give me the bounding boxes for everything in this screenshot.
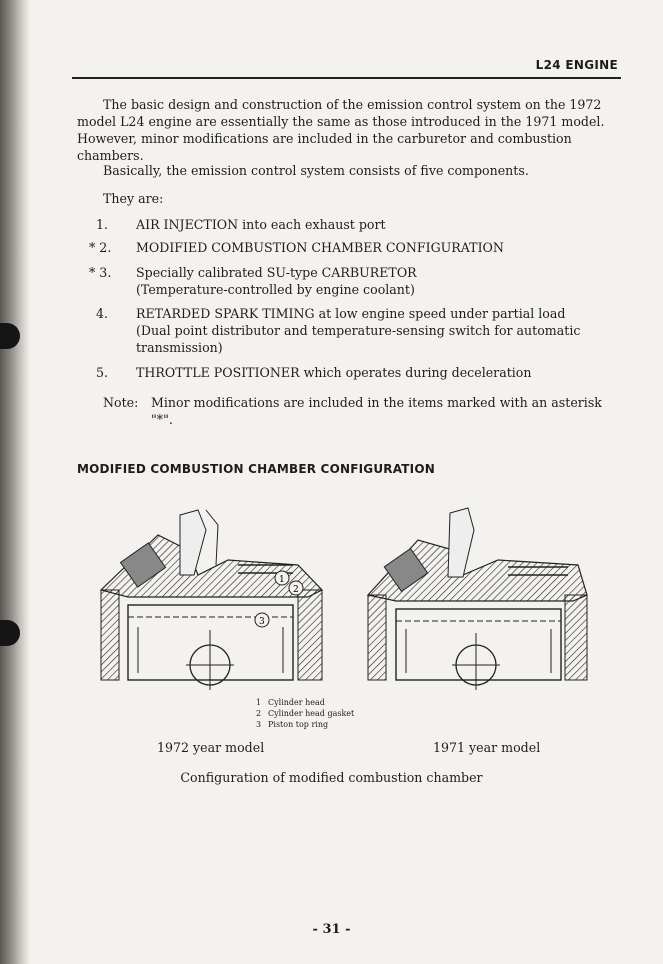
item-line: MODIFIED COMBUSTION CHAMBER CONFIGURATION — [136, 240, 504, 255]
section-heading: MODIFIED COMBUSTION CHAMBER CONFIGURATION — [77, 462, 435, 476]
combustion-chamber-diagram — [98, 505, 618, 725]
component-item-1 — [96, 216, 616, 233]
item-marker: 1. — [96, 217, 109, 232]
they-are-label: They are: — [103, 191, 164, 206]
engine-section-1971 — [368, 508, 587, 690]
intro-paragraph-2: Basically, the emission control system consists of five components. — [103, 163, 529, 178]
item-marker: 5. — [96, 365, 109, 380]
intro-paragraph-1: The basic design and construction of the emission control system on the 1972 model L24 engine are essentially the same as those introduced in the 1971 model. However, minor modifications are included in the carburetor and combustion chambers. — [77, 97, 605, 163]
component-item-5 — [96, 364, 616, 381]
item-line: THROTTLE POSITIONER which operates during deceleration — [136, 365, 532, 380]
item-line: AIR INJECTION into each exhaust port — [136, 217, 386, 232]
item-line: (Dual point distributor and temperature-sensing switch for automatic — [136, 323, 581, 338]
component-item-2 — [89, 239, 609, 256]
note-line: Minor modifications are included in the items marked with an asterisk — [151, 395, 602, 410]
callout-2: 2 — [293, 585, 299, 595]
item-line: (Temperature-controlled by engine coolant) — [136, 282, 415, 297]
header-section-label: L24 ENGINE — [535, 58, 618, 72]
item-marker: * 3. — [89, 265, 112, 280]
component-item-3 — [89, 264, 609, 298]
callout-3: 3 — [259, 617, 265, 627]
item-marker: 4. — [96, 306, 109, 321]
figure-legend — [256, 697, 354, 730]
page-binding-edge — [0, 0, 30, 964]
model-label-1971: 1971 year model — [433, 740, 541, 755]
header-rule — [72, 77, 621, 79]
component-item-4 — [96, 305, 616, 356]
model-label-1972: 1972 year model — [157, 740, 265, 755]
note-block — [103, 394, 623, 428]
item-line: Specially calibrated SU-type CARBURETOR — [136, 265, 417, 280]
page-number: - 31 - — [312, 922, 351, 937]
note-line: "*". — [151, 412, 173, 427]
callout-1: 1 — [279, 575, 285, 585]
item-marker: * 2. — [89, 240, 112, 255]
legend-item: 1 Cylinder head — [256, 698, 325, 707]
engine-section-1972 — [101, 510, 322, 690]
note-label: Note: — [103, 395, 139, 410]
legend-item: 2 Cylinder head gasket — [256, 709, 355, 718]
legend-item: 3 Piston top ring — [256, 720, 329, 729]
figure-caption: Configuration of modified combustion chamber — [180, 770, 483, 785]
item-line: RETARDED SPARK TIMING at low engine speed under partial load — [136, 306, 566, 321]
item-line: transmission) — [136, 340, 223, 355]
